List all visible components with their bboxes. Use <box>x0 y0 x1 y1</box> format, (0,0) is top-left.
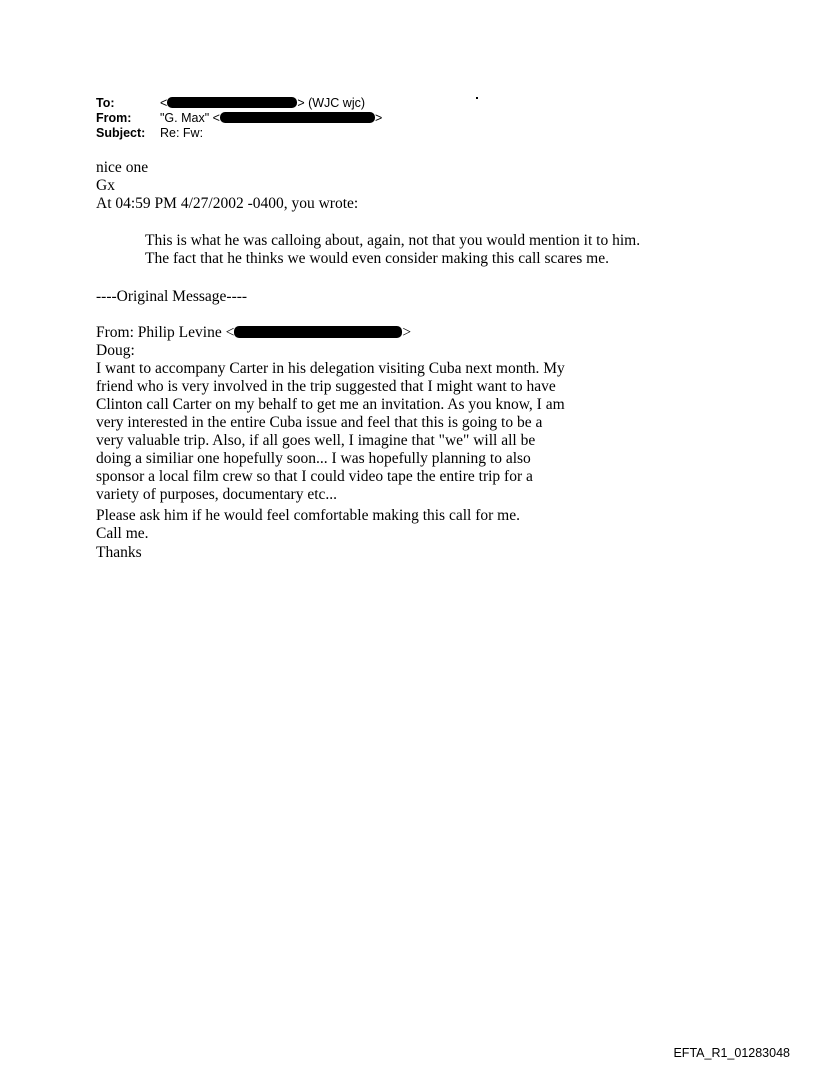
body-line: very interested in the entire Cuba issue and feel that this is going to be a <box>96 414 543 431</box>
body-line: Clinton call Carter on my behalf to get me an invitation. As you know, I am <box>96 396 565 413</box>
redaction-bar <box>220 112 375 123</box>
subject-label: Subject: <box>96 126 146 140</box>
stray-mark <box>476 97 478 99</box>
redaction-bar <box>234 326 402 338</box>
quoted-line: The fact that he thinks we would even consider making this call scares me. <box>145 250 609 267</box>
original-greeting: Doug: <box>96 342 135 359</box>
from-value: "G. Max" < > <box>160 111 383 125</box>
quoted-line: This is what he was calloing about, again, not that you would mention it to him. <box>145 232 641 249</box>
reply-attribution: At 04:59 PM 4/27/2002 -0400, you wrote: <box>96 195 359 212</box>
to-value: < > (WJC wjc) <box>160 96 366 110</box>
reply-signature: Gx <box>96 177 115 194</box>
document-id: EFTA_R1_01283048 <box>673 1046 790 1060</box>
redaction-bar <box>167 97 297 108</box>
body-line: sponsor a local film crew so that I could video tape the entire trip for a <box>96 468 533 485</box>
original-separator: ----Original Message---- <box>96 288 248 305</box>
body-line: Call me. <box>96 525 149 542</box>
body-line: very valuable trip. Also, if all goes well, I imagine that "we" will all be <box>96 432 536 449</box>
original-from: From: Philip Levine < > <box>96 324 412 341</box>
subject-value: Re: Fw: <box>160 126 204 140</box>
body-line: I want to accompany Carter in his delegation visiting Cuba next month. My <box>96 360 565 377</box>
to-label: To: <box>96 96 115 110</box>
body-line: Please ask him if he would feel comfortable making this call for me. <box>96 507 520 524</box>
body-line: friend who is very involved in the trip suggested that I might want to have <box>96 378 556 395</box>
from-label: From: <box>96 111 132 125</box>
reply-line: nice one <box>96 159 149 176</box>
body-line: doing a similiar one hopefully soon... I was hopefully planning to also <box>96 450 531 467</box>
body-line: Thanks <box>96 544 142 561</box>
body-line: variety of purposes, documentary etc... <box>96 486 338 503</box>
